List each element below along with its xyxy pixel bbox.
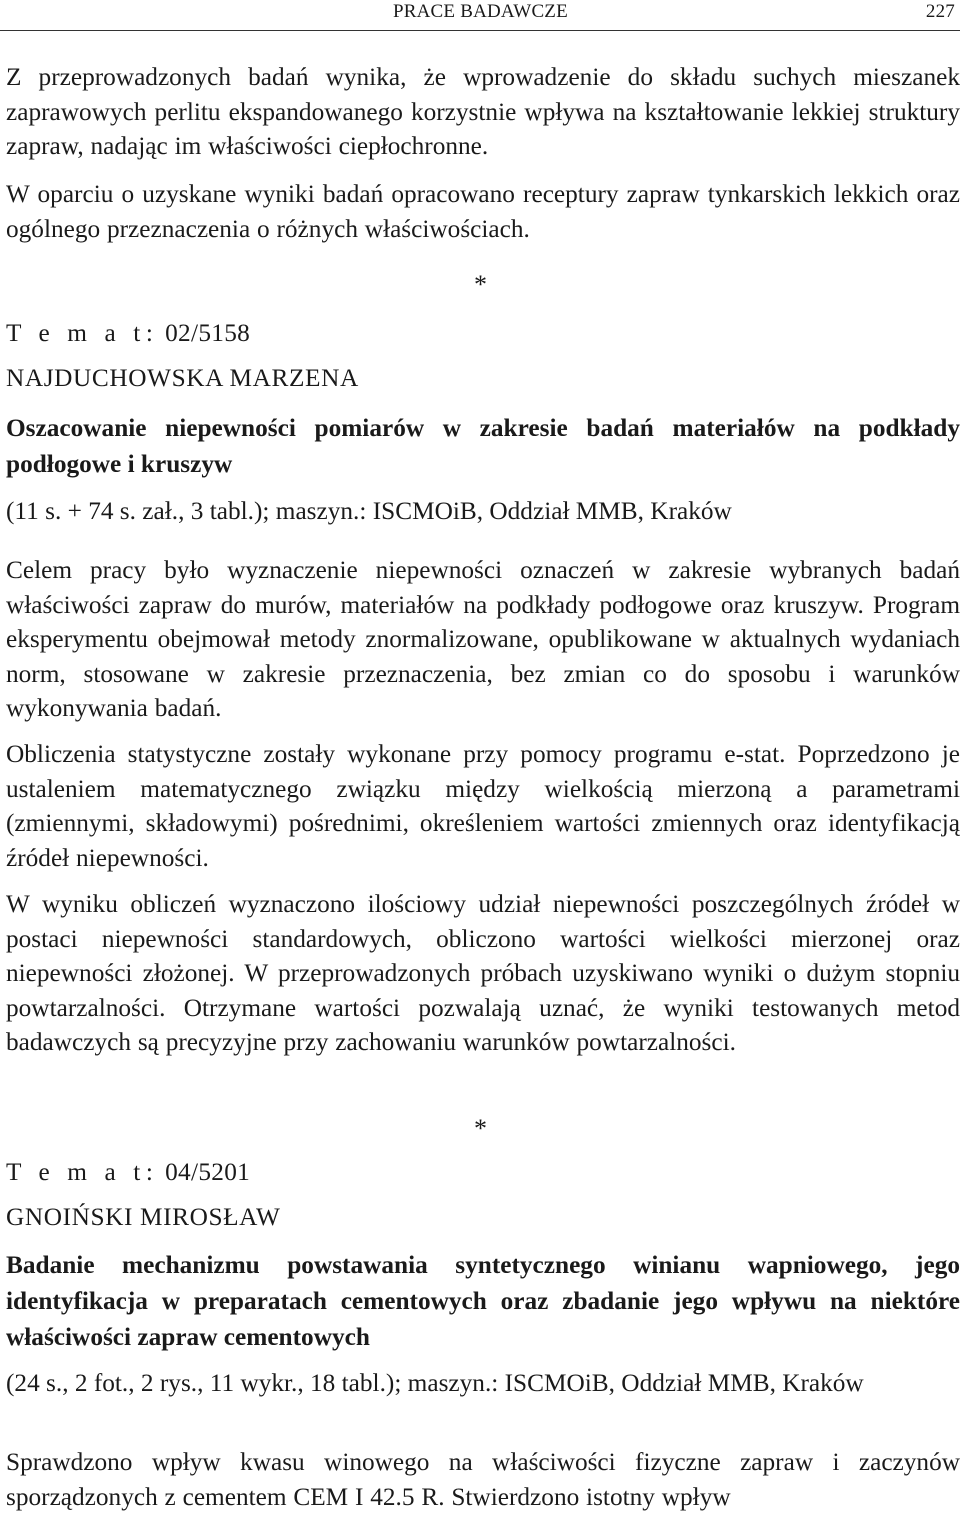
topic-number: 04/5201 xyxy=(165,1158,251,1186)
report-metadata: (24 s., 2 fot., 2 rys., 11 wykr., 18 tabl.); maszyn.: ISCMOiB, Oddział MMB, Kraków xyxy=(6,1369,864,1397)
intro-paragraph-1: Z przeprowadzonych badań wynika, że wprowadzenie do składu suchych mieszanek zaprawowych perlitu ekspandowanego korzystnie wpływa na kształtowanie lekkiej struktury zapraw, nadając im właściwości ciepłochronne. xyxy=(6,63,960,161)
body-paragraph: W wyniku obliczeń wyznaczono ilościowy udział niepewności poszczególnych źródeł w postaci niepewności standardowych, obliczono wartości wielkości mierzonej oraz niepewności złożonej. W przeprowadzonych próbach uzyskiwano wyniki o dużym stopniu powtarzalności. Otrzymane wartości pozwalają uznać, że wyniki testowanych metod badawczych są precyzyjne przy zachowaniu warunków powtarzalności. xyxy=(6,890,960,1057)
topic-line xyxy=(6,1158,250,1187)
separator-asterisk: * xyxy=(474,1114,487,1143)
topic-label: T e m a t: xyxy=(6,319,159,347)
report-metadata: (11 s. + 74 s. zał., 3 tabl.); maszyn.: ISCMOiB, Oddział MMB, Kraków xyxy=(6,497,732,525)
topic-label: T e m a t: xyxy=(6,1158,159,1186)
body-paragraph: Celem pracy było wyznaczenie niepewności oznaczeń w zakresie wybranych badań właściwości zapraw do murów, materiałów na podkłady podłogowe oraz kruszyw. Program eksperymentu obejmował metody znormalizowane, opublikowane w aktualnych wydaniach norm, stosowane w zakresie przeznaczenia, bez zmian co do sposobu i warunków wykonywania badań. xyxy=(6,556,960,723)
section-title: PRACE BADAWCZE xyxy=(393,1,568,22)
topic-line xyxy=(6,319,250,348)
author-name: NAJDUCHOWSKA MARZENA xyxy=(6,364,359,392)
intro-paragraph-2: W oparciu o uzyskane wyniki badań opracowano receptury zapraw tynkarskich lekkich oraz ogólnego przeznaczenia o różnych właściwościach. xyxy=(6,180,960,243)
report-title: Badanie mechanizmu powstawania syntetycznego winianu wapniowego, jego identyfikacja w preparatach cementowych oraz zbadanie jego wpływu na niektóre właściwości zapraw cementowych xyxy=(6,1251,960,1351)
topic-number: 02/5158 xyxy=(165,319,251,347)
author-name: GNOIŃSKI MIROSŁAW xyxy=(6,1203,281,1231)
running-header xyxy=(0,0,960,31)
separator-asterisk: * xyxy=(474,270,487,299)
body-paragraph: Obliczenia statystyczne zostały wykonane przy pomocy programu e-stat. Poprzedzono je ustaleniem matematycznego związku między wielkością mierzoną a parametrami (zmiennymi, składowymi) pośrednimi, określeniem wartości zmiennych oraz identyfikacją źródeł niepewności. xyxy=(6,740,960,872)
page-number: 227 xyxy=(925,1,955,22)
report-title: Oszacowanie niepewności pomiarów w zakresie badań materiałów na podkłady podłogowe i kruszyw xyxy=(6,414,960,478)
body-paragraph: Sprawdzono wpływ kwasu winowego na właściwości fizyczne zapraw i zaczynów sporządzonych z cementem CEM I 42.5 R. Stwierdzono istotny wpływ xyxy=(6,1448,960,1511)
